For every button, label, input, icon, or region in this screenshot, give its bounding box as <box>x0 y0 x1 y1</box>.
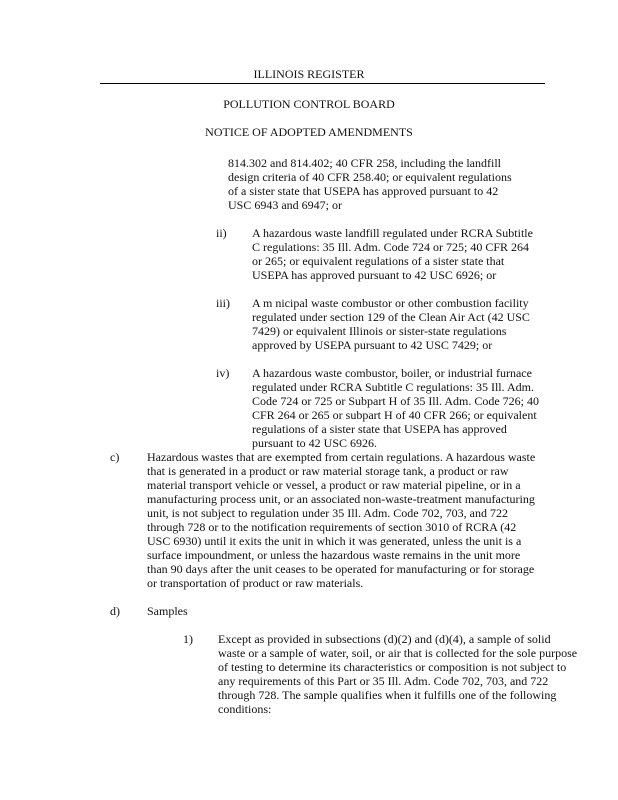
text-line: waste or a sample of water, soil, or air that is collected for the sole purpose <box>218 646 578 660</box>
text-line: that is generated in a product or raw material storage tank, a product or raw <box>147 464 509 478</box>
text-line: Samples <box>147 604 188 618</box>
item-label: iii) <box>216 296 230 310</box>
text-line: A m nicipal waste combustor or other combustion facility <box>252 296 529 310</box>
text-line: conditions: <box>218 702 272 716</box>
text-line: C regulations: 35 Ill. Adm. Code 724 or 725; 40 CFR 264 <box>252 240 530 254</box>
text-line: regulated under section 129 of the Clean Air Act (42 USC <box>252 310 530 324</box>
item-text <box>228 156 512 212</box>
item-text <box>218 632 577 716</box>
text-line: A hazardous waste combustor, boiler, or industrial furnace <box>252 366 532 380</box>
text-line: through 728. The sample qualifies when it fulfills one of the following <box>218 688 557 702</box>
text-line: or 265; or equivalent regulations of a sister state that <box>252 254 505 268</box>
text-line: of a sister state that USEPA has approved pursuant to 42 <box>228 184 499 198</box>
text-line: manufacturing process unit, or an associated non-waste-treatment manufacturing <box>147 492 535 506</box>
item-label: c) <box>110 450 120 464</box>
text-line: USC 6943 and 6947; or <box>228 198 342 212</box>
text-line: USC 6930) until it exits the unit in which it was generated, unless the unit is a <box>147 534 522 548</box>
notice-title: NOTICE OF ADOPTED AMENDMENTS <box>205 125 413 139</box>
text-line: Except as provided in subsections (d)(2) and (d)(4), a sample of solid <box>218 632 551 646</box>
text-line: than 90 days after the unit ceases to be operated for manufacturing or for storage <box>147 562 535 576</box>
header-rule <box>100 83 545 84</box>
item-label: iv) <box>216 366 230 380</box>
text-line: material transport vehicle or vessel, a product or raw material pipeline, or in a <box>147 478 521 492</box>
text-line: of testing to determine its characteristics or composition is not subject to <box>218 660 567 674</box>
text-line: regulations of a sister state that USEPA has approved <box>252 422 507 436</box>
text-line: approved by USEPA pursuant to 42 USC 7429; or <box>252 338 493 352</box>
text-line: CFR 264 or 265 or subpart H of 40 CFR 266; or equivalent <box>252 408 537 422</box>
text-line: Hazardous wastes that are exempted from certain regulations. A hazardous waste <box>147 450 536 464</box>
item-text <box>252 366 539 450</box>
text-line: any requirements of this Part or 35 Ill. Adm. Code 702, 703, and 722 <box>218 674 549 688</box>
text-line: pursuant to 42 USC 6926. <box>252 436 378 450</box>
text-line: design criteria of 40 CFR 258.40; or equivalent regulations <box>228 170 512 184</box>
text-line: A hazardous waste landfill regulated under RCRA Subtitle <box>252 226 533 240</box>
text-line: 814.302 and 814.402; 40 CFR 258, including the landfill <box>228 156 501 170</box>
item-label: d) <box>110 604 120 618</box>
text-line: through 728 or to the notification requirements of section 3010 of RCRA (42 <box>147 520 517 534</box>
item-text <box>252 296 530 352</box>
board-title: POLLUTION CONTROL BOARD <box>223 97 395 111</box>
text-line: surface impoundment, or unless the hazardous waste remains in the unit more <box>147 548 521 562</box>
item-text <box>252 226 533 282</box>
text-line: unit, is not subject to regulation under 35 Ill. Adm. Code 702, 703, and 722 <box>147 506 508 520</box>
item-label: 1) <box>183 632 193 646</box>
text-line: 7429) or equivalent Illinois or sister-state regulations <box>252 324 507 338</box>
register-title: ILLINOIS REGISTER <box>253 67 365 81</box>
item-label: ii) <box>216 226 227 240</box>
text-line: regulated under RCRA Subtitle C regulations: 35 Ill. Adm. <box>252 380 534 394</box>
text-line: Code 724 or 725 or Subpart H of 35 Ill. Adm. Code 726; 40 <box>252 394 539 408</box>
text-line: or transportation of product or raw materials. <box>147 576 364 590</box>
item-text <box>147 450 535 590</box>
item-text <box>147 604 188 618</box>
text-line: USEPA has approved pursuant to 42 USC 6926; or <box>252 268 497 282</box>
